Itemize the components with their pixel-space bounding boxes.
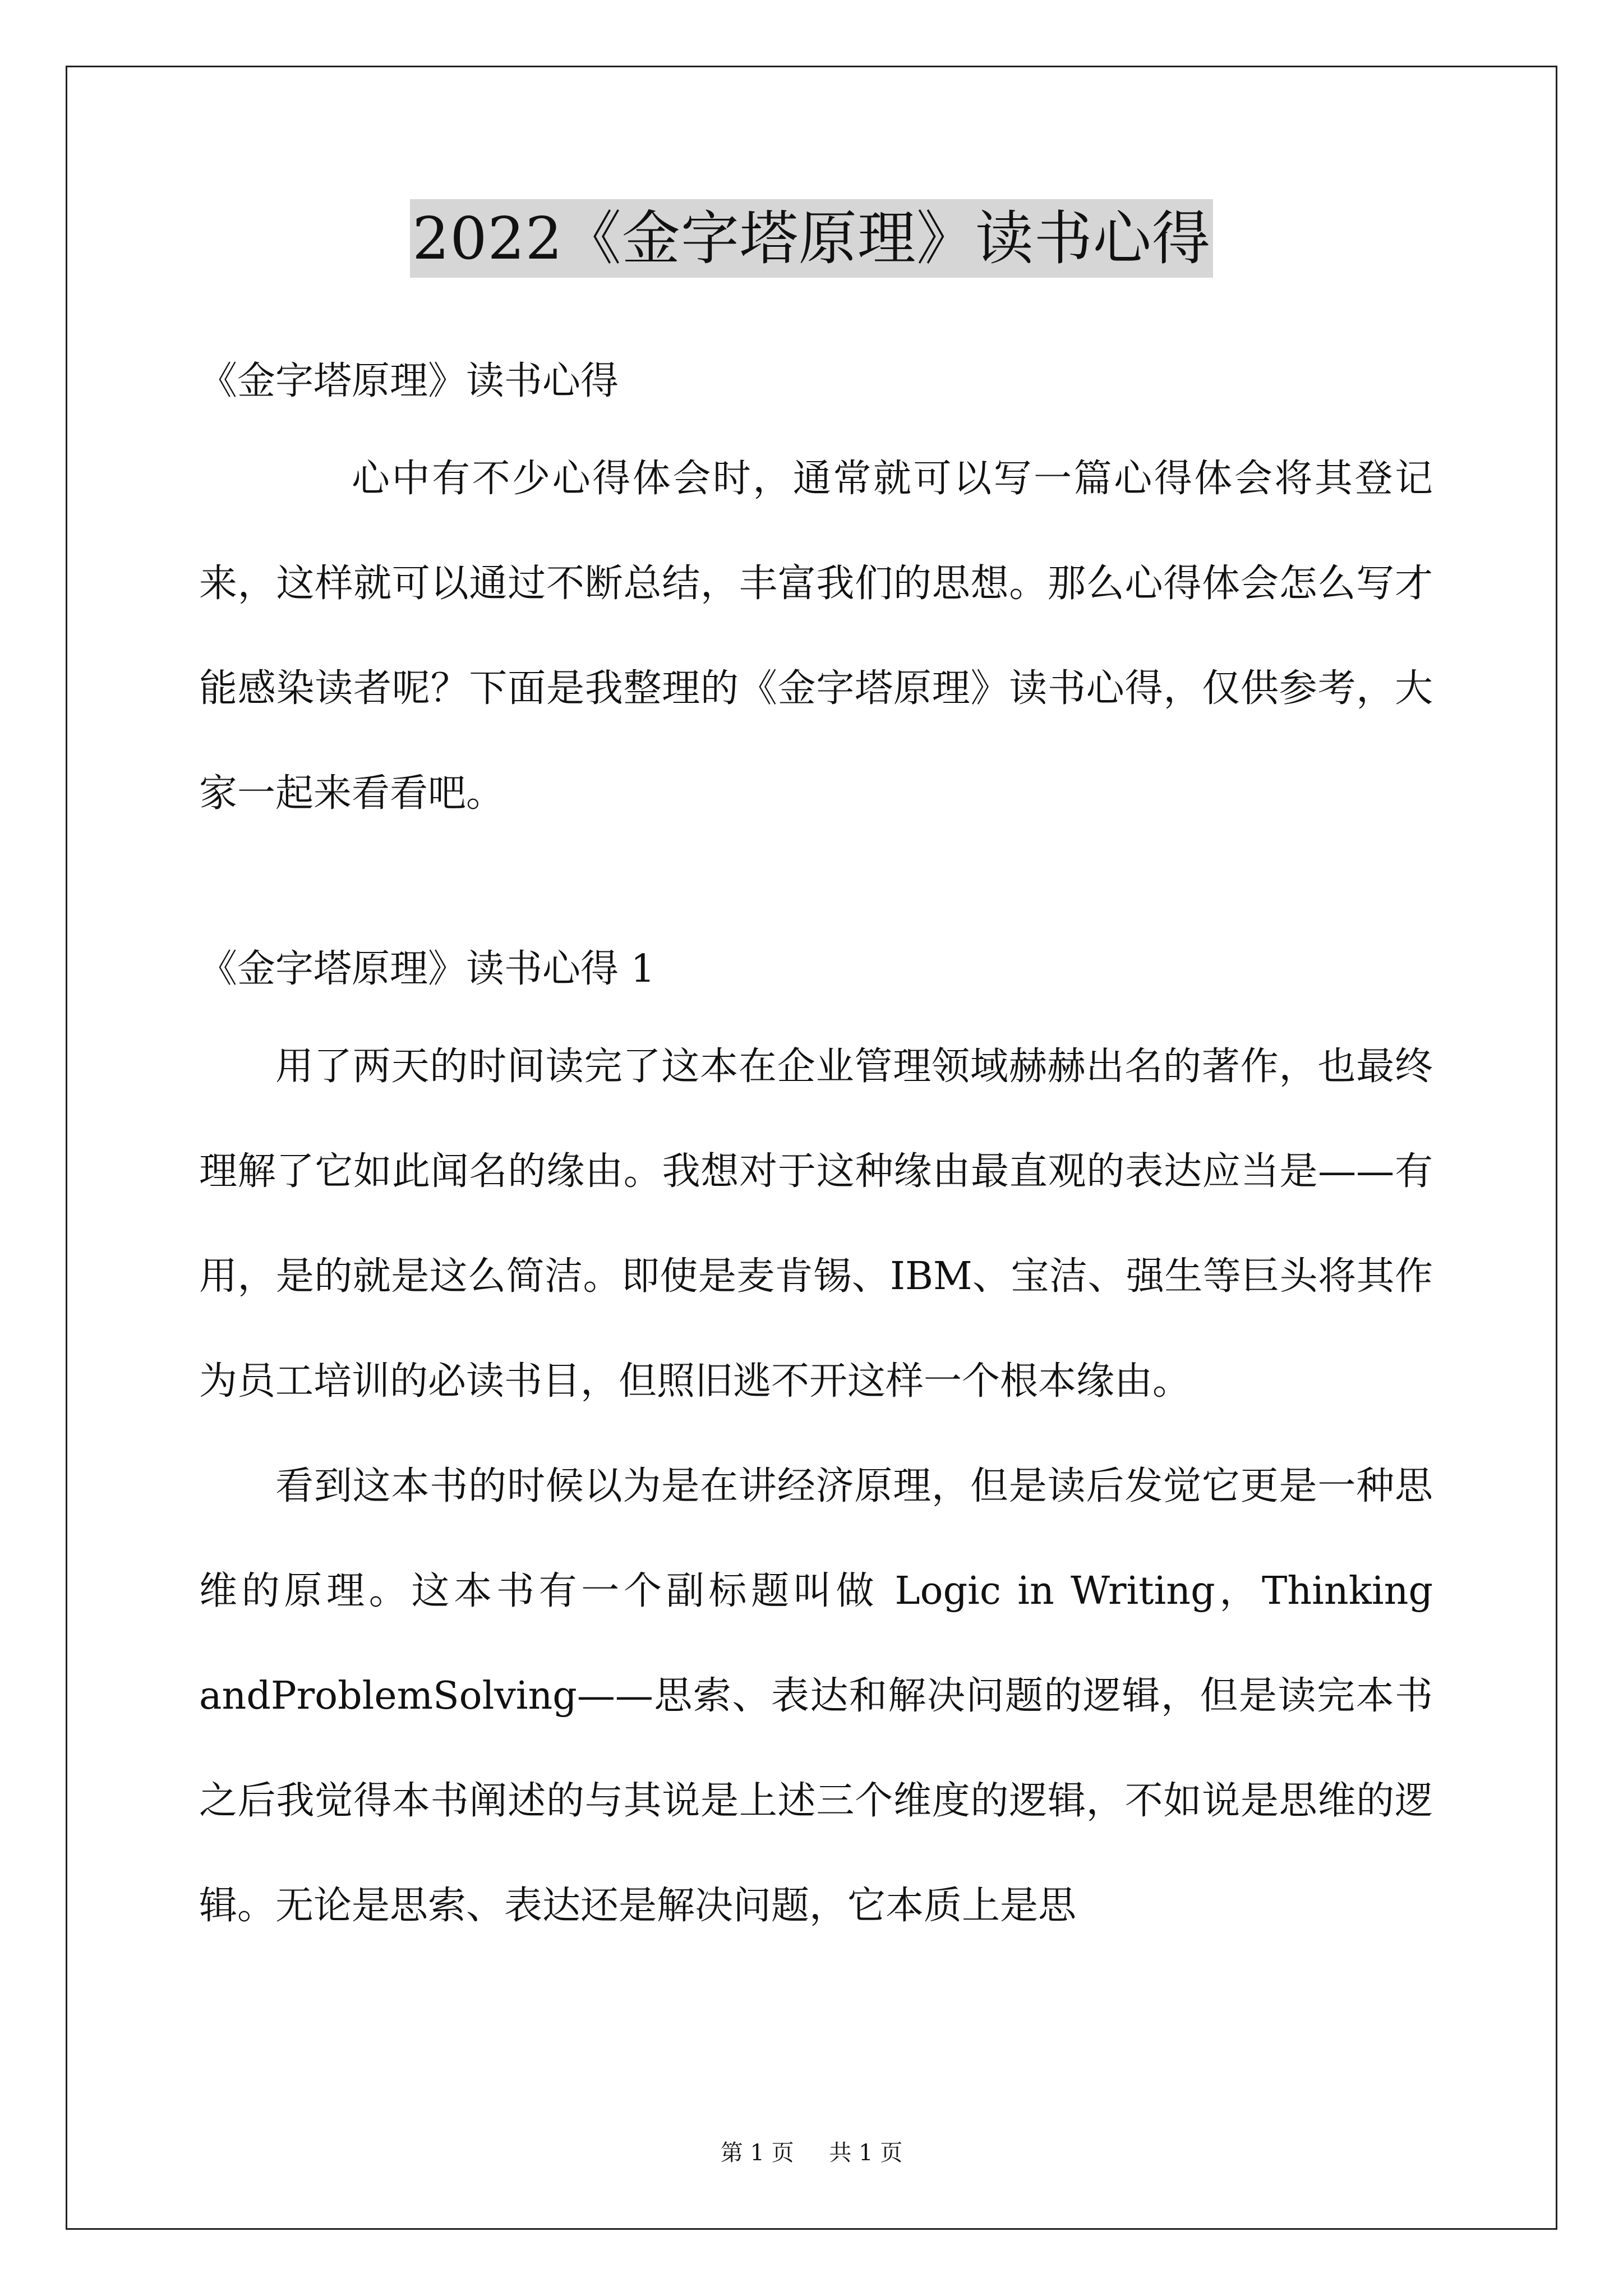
document-body: [199, 348, 1433, 1958]
page-number: 第 1 页: [720, 2140, 794, 2166]
page-total: 共 1 页: [829, 2140, 903, 2166]
section-spacer: [199, 846, 1433, 936]
body-paragraph-1: 用了两天的时间读完了这本在企业管理领域赫赫出名的著作，也最终理解了它如此闻名的缘由。我想对于这种缘由最直观的表达应当是——有用，是的就是这么简洁。即使是麦肯锡、IBM、宝洁、强生等巨头将其作为员工培训的必读书目，但照旧逃不开这样一个根本缘由。: [199, 1045, 1433, 1404]
section-heading: 《金字塔原理》读书心得 1: [199, 947, 655, 991]
body-paragraph-2: 看到这本书的时候以为是在讲经济原理，但是读后发觉它更是一种思维的原理。这本书有一个副标题叫做 Logic in Writing，Thinking andProblemSolving——思索、表达和解决问题的逻辑，但是读完本书之后我觉得本书阐述的与其说是上述三个维度的逻辑，不如说是思维的逻辑。无论是思索、表达还是解决问题，它本质上是思: [199, 1464, 1433, 1928]
page-footer: [0, 2136, 1623, 2170]
intro-paragraph: 心中有不少心得体会时，通常就可以写一篇心得体会将其登记来，这样就可以通过不断总结，丰富我们的思想。那么心得体会怎么写才能感染读者呢？下面是我整理的《金字塔原理》读书心得，仅供参考，大家一起来看看吧。: [199, 457, 1433, 816]
intro-heading: 《金字塔原理》读书心得: [199, 359, 619, 403]
title-wrapper: [0, 199, 1623, 278]
document-title: 2022《金字塔原理》读书心得: [410, 199, 1213, 278]
